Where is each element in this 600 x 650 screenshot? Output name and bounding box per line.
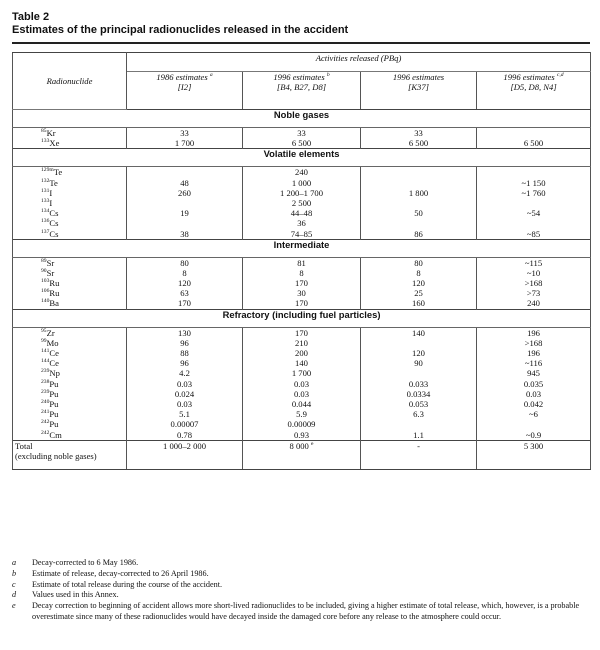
- value-cell: [477, 128, 591, 149]
- column-label: 1996 estimates: [392, 72, 445, 82]
- value: 90: [414, 358, 423, 369]
- element-symbol: Pu: [49, 409, 59, 420]
- footnote: [12, 580, 592, 591]
- footnote-text: Decay correction to beginning of accident allows more short-lived radionuclides to be included, giving a higher estimate of total release, which, however, is a probable overestimate since many of these radionuclides would have decayed inside the damaged core before any release to the atmosphere could occur.: [32, 601, 580, 621]
- table-title: Estimates of the principal radionuclides released in the accident: [12, 24, 349, 36]
- value: [363, 368, 474, 378]
- mass-number: 103: [41, 278, 50, 285]
- element-symbol: Te: [53, 167, 63, 178]
- radionuclide-name: [41, 430, 124, 440]
- total-value-cell: [243, 440, 361, 469]
- value: 96: [180, 337, 189, 348]
- element-symbol: Pu: [49, 419, 59, 430]
- mass-number: 241: [41, 409, 50, 416]
- mass-number: 238: [41, 378, 50, 385]
- value: ~54: [526, 208, 541, 219]
- value: 240: [527, 298, 540, 309]
- element-symbol: Ce: [49, 348, 59, 358]
- element-symbol: I: [49, 187, 53, 198]
- mass-number: 85: [41, 128, 47, 135]
- total-value-cell: [477, 440, 591, 469]
- element-symbol: Cs: [49, 218, 59, 229]
- mass-number: 242: [41, 419, 50, 426]
- value: 200: [295, 348, 308, 358]
- value: 1.1: [413, 429, 424, 440]
- value: 0.035: [523, 378, 544, 389]
- mass-number: 95: [41, 327, 47, 334]
- value: 96: [180, 358, 189, 369]
- element-symbol: Kr: [46, 128, 56, 138]
- mass-number: 131: [41, 187, 50, 194]
- value: 8: [299, 267, 304, 278]
- radionuclide-name: [41, 198, 124, 208]
- mass-number: 242: [41, 429, 50, 436]
- value-cell: [477, 327, 591, 440]
- mass-number: 133: [41, 198, 50, 205]
- value: 50: [414, 208, 423, 219]
- element-symbol: Ba: [49, 298, 59, 309]
- column-label: 1996 estimates: [503, 72, 555, 82]
- value: 6 500: [408, 138, 429, 149]
- value: [479, 218, 588, 228]
- value: 8: [182, 267, 187, 278]
- value: [363, 198, 474, 208]
- value: 0.00007: [170, 419, 199, 430]
- value-cell: [127, 327, 243, 440]
- element-symbol: Sr: [46, 267, 55, 278]
- value: ~6: [529, 409, 538, 420]
- value: [479, 167, 588, 177]
- value: ~115: [524, 257, 543, 268]
- value: 2 500: [291, 197, 312, 208]
- value: 0.03: [525, 388, 542, 399]
- mass-number: 134: [41, 208, 50, 215]
- element-symbol: Pu: [49, 388, 59, 399]
- section-title: Refractory (including fuel particles): [13, 309, 591, 327]
- mass-number: 133: [41, 138, 50, 145]
- radionuclide-name: [41, 409, 124, 419]
- value: 88: [180, 348, 189, 358]
- section-title: Intermediate: [13, 239, 591, 257]
- value: 1 700: [174, 138, 195, 149]
- total-value: 8 000: [289, 440, 309, 451]
- radionuclide-name: [41, 338, 124, 348]
- radionuclide-name: [41, 379, 124, 389]
- value: 74–85: [290, 228, 313, 239]
- value: 5.9: [296, 409, 307, 420]
- value: 0.042: [523, 398, 544, 409]
- value: 0.03: [293, 388, 310, 399]
- value-cell: [243, 128, 361, 149]
- radionuclide-name: [41, 358, 124, 368]
- radionuclide-cell: [13, 257, 127, 309]
- value: 0.044: [291, 398, 312, 409]
- value: 120: [412, 278, 425, 289]
- mass-number: 106: [41, 288, 50, 295]
- value: ~0.9: [525, 429, 542, 440]
- value: 8: [416, 267, 421, 278]
- value-cell: [361, 257, 477, 309]
- value: 80: [414, 257, 423, 268]
- value-cell: [361, 128, 477, 149]
- radionuclide-name: [41, 167, 124, 177]
- column-reference: [B4, B27, D8]: [276, 82, 327, 93]
- value: 30: [297, 288, 306, 299]
- element-symbol: Pu: [49, 398, 59, 409]
- value: >73: [526, 288, 541, 299]
- total-value: -: [417, 440, 420, 451]
- column-reference: [I2]: [177, 82, 192, 93]
- value: [479, 198, 588, 208]
- value: 196: [527, 327, 540, 338]
- footnote: [12, 590, 592, 601]
- table-caption: [12, 11, 588, 37]
- element-symbol: Zr: [46, 327, 55, 338]
- value: 170: [178, 298, 191, 309]
- radionuclide-name: [41, 128, 124, 138]
- value: ~85: [526, 228, 541, 239]
- table-body: [13, 53, 591, 470]
- radionuclide-name: [41, 399, 124, 409]
- total-value-cell: [127, 440, 243, 469]
- value: 0.03: [176, 398, 193, 409]
- value: 38: [180, 228, 189, 239]
- value: ~1 150: [521, 177, 546, 188]
- value-cell: [243, 257, 361, 309]
- mass-number: 129m: [41, 167, 54, 174]
- value: 0.024: [174, 388, 195, 399]
- section-data-row: [13, 327, 591, 440]
- element-symbol: I: [49, 197, 53, 208]
- value: [129, 218, 240, 228]
- mass-number: 240: [41, 399, 50, 406]
- radionuclide-name: [41, 419, 124, 429]
- value: 140: [295, 358, 308, 369]
- value: 170: [295, 278, 308, 289]
- column-header-2: [243, 72, 361, 110]
- value: 0.033: [408, 378, 429, 389]
- column-reference: [K37]: [407, 82, 429, 93]
- value: ~1 760: [521, 187, 546, 198]
- radionuclide-name: [41, 278, 124, 288]
- mass-number: 140: [41, 298, 50, 305]
- radionuclide-header: Radionuclide: [13, 53, 127, 110]
- section-data-row: [13, 167, 591, 239]
- radionuclide-cell: [13, 167, 127, 239]
- radionuclide-name: [41, 389, 124, 399]
- section-header-row: [13, 309, 591, 327]
- column-header-1: [127, 72, 243, 110]
- value-cell: [477, 167, 591, 239]
- value-cell: [477, 257, 591, 309]
- value: 25: [414, 288, 423, 299]
- value: 19: [180, 208, 189, 219]
- header-row: [13, 53, 591, 72]
- mass-number: 132: [41, 177, 50, 184]
- value: 36: [297, 218, 306, 229]
- value: 0.93: [293, 429, 310, 440]
- element-symbol: Ru: [49, 288, 60, 299]
- value: 0.053: [408, 398, 429, 409]
- footnote-text: Estimate of total release during the course of the accident.: [32, 579, 223, 589]
- element-symbol: Ce: [49, 358, 59, 369]
- value: [479, 128, 588, 138]
- radionuclide-name: [41, 288, 124, 298]
- value: 160: [412, 298, 425, 309]
- footnote-marker: b: [326, 72, 330, 79]
- total-label-cell: [13, 440, 127, 469]
- footnote-text: Decay-corrected to 6 May 1986.: [32, 558, 139, 567]
- total-row: [13, 440, 591, 469]
- value: [363, 338, 474, 348]
- value: ~10: [526, 267, 541, 278]
- value: 0.78: [176, 429, 193, 440]
- value-cell: [127, 257, 243, 309]
- value: >168: [524, 337, 543, 348]
- value: 6 500: [523, 138, 544, 149]
- value: 33: [297, 128, 306, 138]
- column-header-3: [361, 72, 477, 110]
- value: [363, 167, 474, 177]
- footnote-letter: c: [12, 579, 16, 589]
- total-label-note: (excluding noble gases): [15, 450, 97, 461]
- column-reference: [D5, D8, N4]: [510, 82, 557, 93]
- mass-number: 89: [41, 257, 47, 264]
- value: 80: [180, 257, 189, 268]
- value: 0.03: [176, 378, 193, 389]
- radionuclide-name: [41, 298, 124, 308]
- value: 0.03: [293, 378, 310, 389]
- value: 140: [412, 327, 425, 338]
- footnote-marker: c,d: [556, 72, 564, 79]
- value: 196: [527, 348, 540, 358]
- element-symbol: Cm: [49, 429, 62, 440]
- element-symbol: Cs: [49, 228, 59, 239]
- value: [363, 419, 474, 429]
- column-header-4: [477, 72, 591, 110]
- activities-header: Activities released (PBq): [127, 53, 591, 72]
- radionuclide-cell: [13, 327, 127, 440]
- table-label: Table 2: [12, 11, 50, 23]
- column-label: 1986 estimates: [156, 72, 208, 82]
- value: 6.3: [413, 409, 424, 420]
- element-symbol: Te: [49, 177, 58, 188]
- section-header-row: [13, 149, 591, 167]
- section-header-row: [13, 110, 591, 128]
- caption-rule: [12, 42, 590, 44]
- value: >168: [524, 278, 543, 289]
- total-label: Total: [15, 440, 33, 451]
- element-symbol: Sr: [46, 257, 55, 268]
- value: 240: [295, 167, 308, 178]
- value: 260: [178, 187, 191, 198]
- value: 5.1: [179, 409, 190, 420]
- radionuclide-name: [41, 258, 124, 268]
- value: [479, 419, 588, 429]
- radionuclide-name: [41, 368, 124, 378]
- footnote-letter: b: [12, 568, 17, 578]
- value: 170: [295, 327, 308, 338]
- footnote-letter: d: [12, 590, 17, 600]
- value: 130: [178, 327, 191, 338]
- radionuclide-name: [41, 178, 124, 188]
- column-label: 1996 estimates: [273, 72, 325, 82]
- radionuclide-name: [41, 138, 124, 148]
- value: 44–48: [290, 208, 313, 219]
- element-symbol: Np: [49, 368, 60, 379]
- radionuclide-table: [12, 52, 591, 470]
- radionuclide-name: [41, 229, 124, 239]
- total-value-cell: [361, 440, 477, 469]
- section-title: Noble gases: [13, 110, 591, 128]
- value: 210: [295, 337, 308, 348]
- value: 63: [180, 288, 189, 299]
- element-symbol: Xe: [49, 138, 60, 149]
- value-cell: [361, 327, 477, 440]
- value: 1 200–1 700: [280, 187, 323, 198]
- value: 33: [414, 128, 423, 138]
- value: [129, 198, 240, 208]
- footnote: [12, 569, 592, 580]
- mass-number: 141: [41, 348, 50, 355]
- value: 1 800: [408, 187, 429, 198]
- value: 945: [527, 368, 540, 379]
- mass-number: 90: [41, 268, 47, 275]
- value: 1 000: [291, 177, 312, 188]
- radionuclide-name: [41, 268, 124, 278]
- value: 86: [414, 228, 423, 239]
- footnote-marker: a: [209, 72, 213, 79]
- element-symbol: Cs: [49, 208, 59, 219]
- value: 120: [412, 348, 425, 358]
- footnote-letter: a: [12, 558, 17, 567]
- footnote-marker: e: [311, 440, 314, 447]
- footnote: [12, 558, 592, 569]
- value-cell: [243, 327, 361, 440]
- element-symbol: Ru: [49, 278, 60, 289]
- section-data-row: [13, 128, 591, 149]
- value: 1 700: [291, 368, 312, 379]
- value: 81: [297, 257, 306, 268]
- value: ~116: [524, 358, 543, 369]
- value-cell: [127, 167, 243, 239]
- radionuclide-name: [41, 348, 124, 358]
- radionuclide-name: [41, 208, 124, 218]
- value-cell: [127, 128, 243, 149]
- mass-number: 144: [41, 358, 50, 365]
- section-title: Volatile elements: [13, 149, 591, 167]
- value: [363, 218, 474, 228]
- element-symbol: Pu: [49, 378, 59, 389]
- total-value: 1 000–2 000: [163, 440, 206, 451]
- value-cell: [243, 167, 361, 239]
- section-data-row: [13, 257, 591, 309]
- value-cell: [361, 167, 477, 239]
- radionuclide-name: [41, 188, 124, 198]
- element-symbol: Mo: [46, 337, 59, 348]
- value: 0.0334: [406, 388, 431, 399]
- value: 170: [295, 298, 308, 309]
- mass-number: 99: [41, 337, 47, 344]
- radionuclide-name: [41, 218, 124, 228]
- radionuclide-name: [41, 328, 124, 338]
- value: [129, 167, 240, 177]
- total-value: 5 300: [523, 440, 544, 451]
- footnote-text: Values used in this Annex.: [32, 590, 119, 600]
- footnote: [12, 601, 592, 623]
- value: 120: [178, 278, 191, 289]
- footnotes: [12, 558, 592, 623]
- mass-number: 136: [41, 218, 50, 225]
- value: [363, 178, 474, 188]
- radionuclide-cell: [13, 128, 127, 149]
- footnote-text: Estimate of release, decay-corrected to 26 April 1986.: [32, 568, 209, 578]
- mass-number: 137: [41, 228, 50, 235]
- value: 33: [180, 128, 189, 138]
- value: 48: [180, 177, 189, 188]
- value: 0.00009: [287, 419, 316, 430]
- mass-number: 239: [41, 388, 50, 395]
- mass-number: 239: [41, 368, 50, 375]
- section-header-row: [13, 239, 591, 257]
- value: 4.2: [179, 368, 190, 379]
- value: 6 500: [291, 138, 312, 149]
- footnote-letter: e: [12, 601, 16, 611]
